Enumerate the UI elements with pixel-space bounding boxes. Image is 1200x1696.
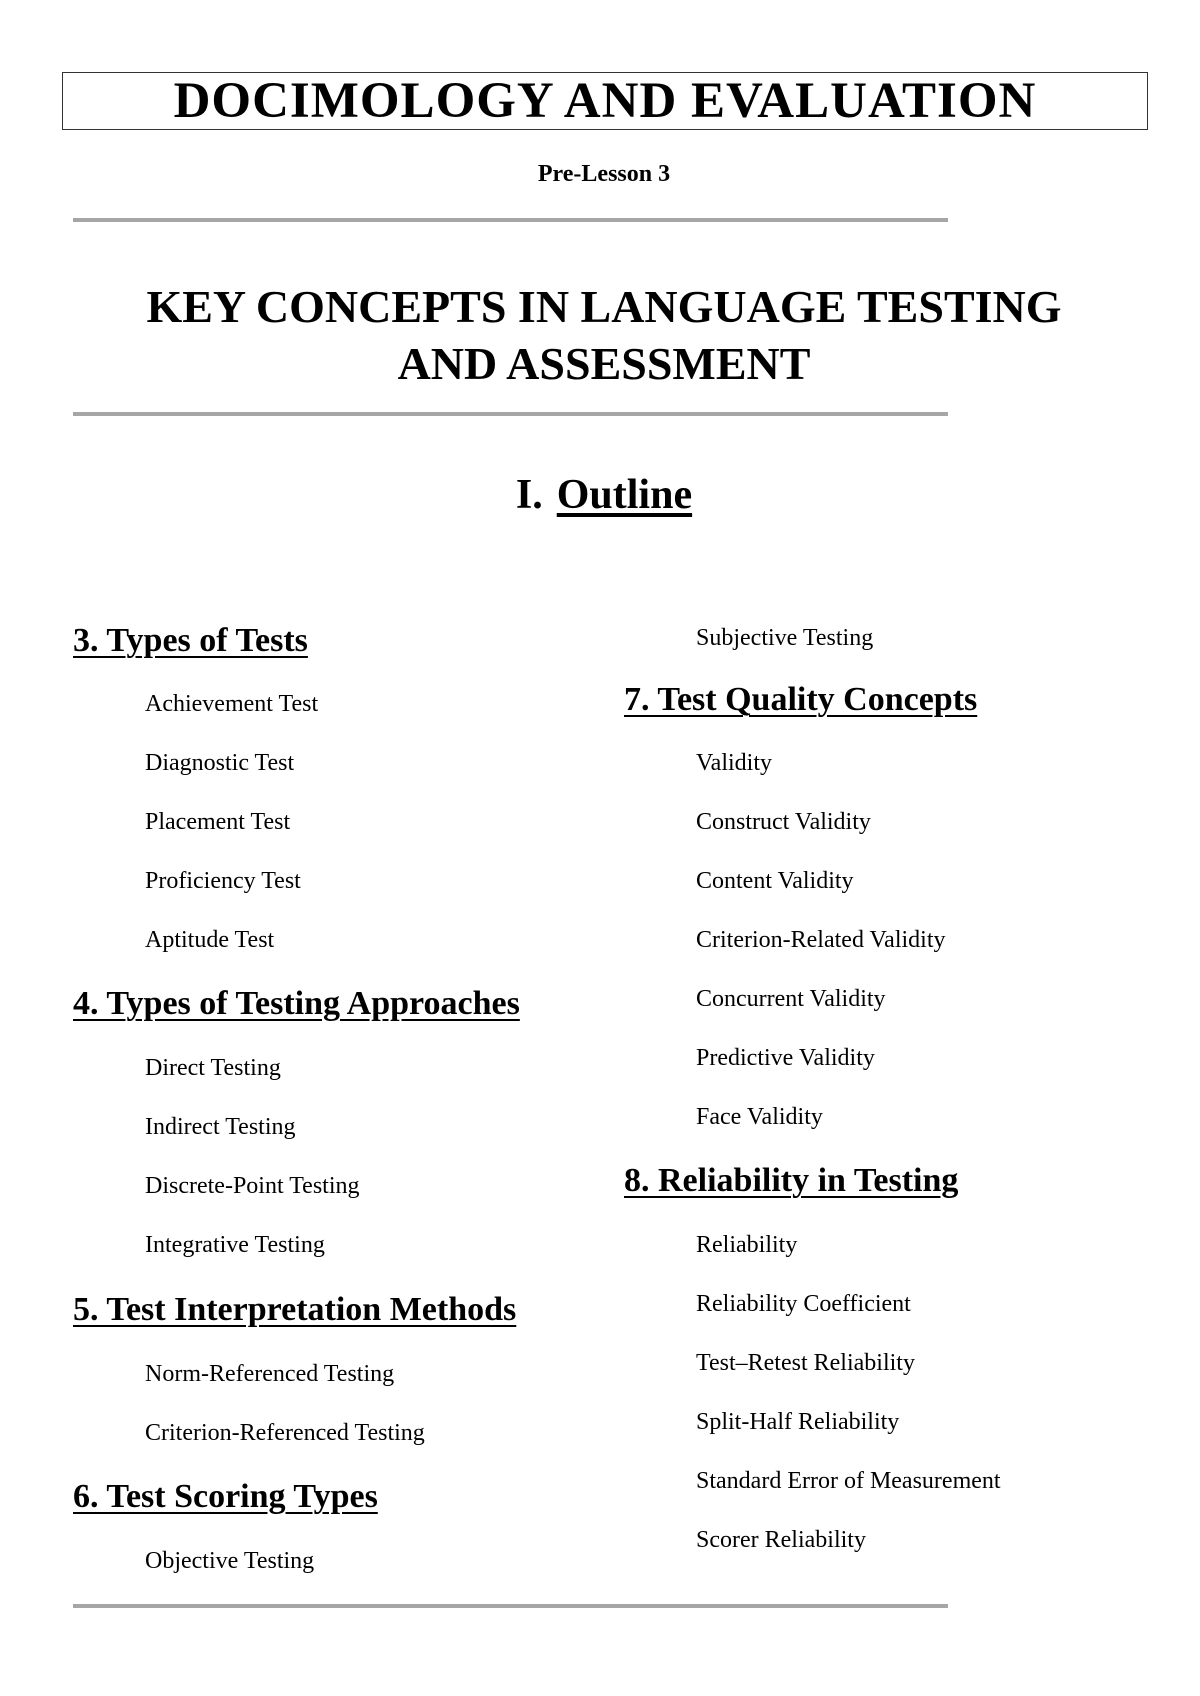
- outline-item: Validity: [696, 750, 772, 776]
- outline-item: Aptitude Test: [145, 927, 275, 953]
- document-title: DOCIMOLOGY AND EVALUATION: [173, 72, 1037, 129]
- section-title-scoring-types: 6. Test Scoring Types: [73, 1478, 378, 1515]
- divider-middle: [73, 412, 948, 416]
- outline-item: Discrete-Point Testing: [145, 1173, 360, 1199]
- outline-item: Predictive Validity: [696, 1045, 875, 1071]
- page-heading-line-1: KEY CONCEPTS IN LANGUAGE TESTING: [146, 281, 1062, 332]
- lesson-subtitle: Pre-Lesson 3: [537, 161, 671, 187]
- outline-heading: [0, 470, 1200, 520]
- outline-item: Construct Validity: [696, 809, 871, 835]
- section-title-reliability: 8. Reliability in Testing: [624, 1162, 959, 1199]
- section-title-testing-approaches: 4. Types of Testing Approaches: [73, 985, 520, 1022]
- section-title-quality-concepts: 7. Test Quality Concepts: [624, 681, 978, 718]
- outline-item: Criterion-Related Validity: [696, 927, 946, 953]
- outline-item: Norm-Referenced Testing: [145, 1361, 395, 1387]
- page-heading: [0, 278, 1200, 392]
- outline-item: Face Validity: [696, 1104, 823, 1130]
- outline-item: Integrative Testing: [145, 1232, 325, 1258]
- outline-item: Scorer Reliability: [696, 1527, 866, 1553]
- outline-item: Concurrent Validity: [696, 986, 886, 1012]
- section-title-types-of-tests: 3. Types of Tests: [73, 622, 308, 659]
- outline-item: Indirect Testing: [145, 1114, 296, 1140]
- outline-item: Test–Retest Reliability: [696, 1350, 915, 1376]
- outline-item: Content Validity: [696, 868, 854, 894]
- page-heading-line-2: AND ASSESSMENT: [397, 338, 811, 389]
- outline-item: Proficiency Test: [145, 868, 301, 894]
- section-title-interpretation-methods: 5. Test Interpretation Methods: [73, 1291, 517, 1328]
- outline-item: Criterion-Referenced Testing: [145, 1420, 425, 1446]
- outline-item: Subjective Testing: [696, 625, 874, 651]
- outline-item: Standard Error of Measurement: [696, 1468, 1001, 1494]
- outline-item: Reliability: [696, 1232, 798, 1258]
- outline-item: Direct Testing: [145, 1055, 281, 1081]
- outline-item: Diagnostic Test: [145, 750, 295, 776]
- outline-item: Achievement Test: [145, 691, 319, 717]
- outline-item: Placement Test: [145, 809, 291, 835]
- outline-title: Outline: [556, 472, 693, 518]
- outline-numeral: I.: [515, 472, 543, 518]
- outline-item: Split-Half Reliability: [696, 1409, 900, 1435]
- outline-item: Objective Testing: [145, 1548, 315, 1574]
- document-title-box: [62, 72, 1148, 130]
- divider-top: [73, 218, 948, 222]
- outline-item: Reliability Coefficient: [696, 1291, 911, 1317]
- divider-bottom: [73, 1604, 948, 1608]
